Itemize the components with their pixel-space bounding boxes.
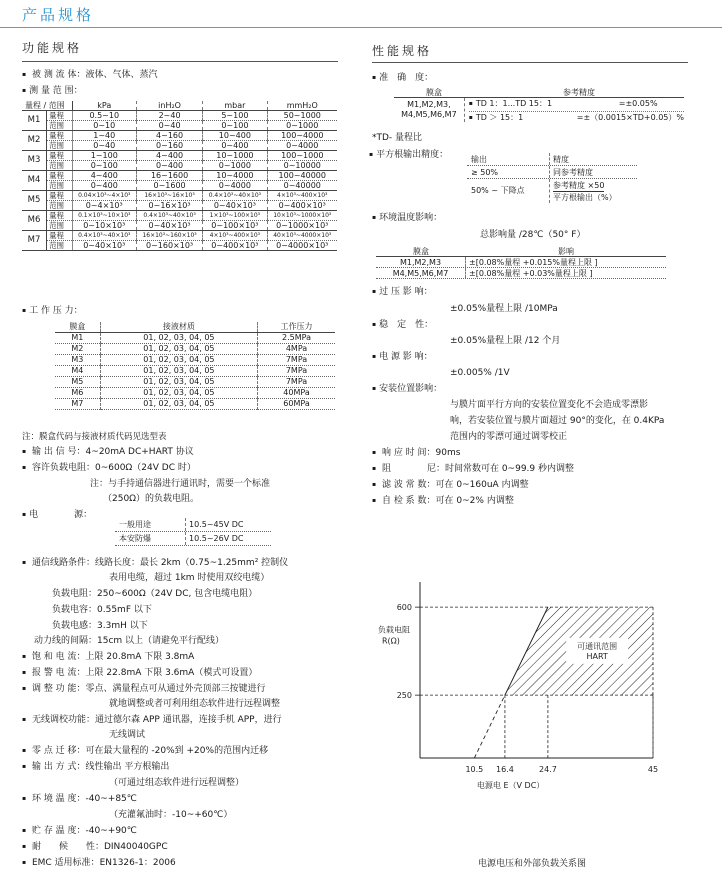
pressure-cell: 01, 02, 03, 04, 05 [100, 366, 257, 377]
response-time [372, 448, 460, 459]
sqrt-r2v: 同参考精度 [549, 166, 593, 178]
load-resistance [22, 463, 196, 474]
range-table-header [22, 101, 337, 111]
pressure-row [55, 399, 335, 410]
range-cell: 0~100×10³ [203, 221, 267, 231]
range-cell: 0~1000 [267, 121, 337, 131]
wireless-label: 无线调校功能： [31, 715, 95, 725]
range-row-label: 范围 [47, 161, 73, 171]
range-cell: 0~1600 [136, 181, 202, 191]
range-cell: 10~400 [203, 131, 267, 141]
mounting-label: ▪ 安装位置影响： [372, 384, 442, 395]
title-rule [0, 27, 722, 28]
output-mode-label: 输 出 方 式： [31, 762, 86, 772]
range-unit-3: mmH₂O [267, 101, 337, 111]
env-temp-a2: ±[0.08%量程 +0.015%量程上限 ] [469, 258, 598, 267]
sqrt-row-high [467, 166, 637, 179]
range-cell: 40×10³~4000×10³ [267, 231, 337, 241]
pressure-row [55, 344, 335, 355]
chart-xtick-10.5: 10.5 [465, 765, 484, 774]
fluid-value: 液体、气体、蒸汽 [85, 70, 158, 80]
range-cell: 0~400×10³ [203, 241, 267, 251]
pressure-cell: 7MPa [258, 366, 335, 377]
damping-label: 阻 尼： [381, 464, 445, 474]
range-cell: 100~4000 [267, 131, 337, 141]
range-row-m3-span [22, 151, 337, 161]
stability-label: ▪ 稳 定 性： [372, 320, 433, 331]
pressure-label: ▪ 工 作 压 力： [22, 306, 83, 317]
load-r-value: 250~600Ω（24V DC, 包含电缆电阻） [97, 589, 258, 599]
range-row-m1-span [22, 111, 337, 121]
accuracy-header-row [394, 87, 684, 98]
pressure-cell: M1 [55, 333, 100, 344]
td-note: *TD- 量程比 [372, 133, 423, 143]
range-row-label: 范围 [47, 201, 73, 211]
range-cell: 4~160 [136, 131, 202, 141]
performance-spec-title: 性能规格 [372, 44, 433, 58]
chart-xtick-45: 45 [647, 765, 659, 774]
range-cell: 4×10³~400×10³ [267, 191, 337, 201]
sqrt-r1v: 精度 [549, 153, 569, 165]
damping-value: 时间常数可在 0~99.9 秒内调整 [444, 464, 574, 474]
range-label: ▪ 测 量 范 围： [22, 86, 83, 97]
output-signal-label: 输 出 信 号： [31, 447, 86, 457]
range-model: M3 [22, 151, 47, 171]
range-cell: 0~400×10³ [267, 201, 337, 211]
sqrt-r3k: 50% ~ 下降点 [471, 186, 525, 195]
range-cell: 16×10³~160×10³ [136, 231, 202, 241]
line-condition [22, 558, 288, 569]
pressure-header-2: 工作压力 [258, 322, 335, 333]
range-row-label: 量程 [47, 171, 73, 181]
range-row-m6-span [22, 211, 337, 221]
pressure-cell: M7 [55, 399, 100, 410]
pressure-cell: 7MPa [258, 355, 335, 366]
power-row-general [115, 518, 271, 532]
range-model: M6 [22, 211, 47, 231]
range-table [22, 101, 337, 251]
mounting-line-2: 响，若安装位置与膜片面超过 90°的变化，在 0.4KPa [450, 416, 665, 426]
range-cell: 0~400 [136, 161, 202, 171]
range-cell: 0~400 [72, 181, 136, 191]
range-cell: 0~40×10³ [203, 201, 267, 211]
range-corner: 量程 / 范围 [22, 101, 72, 111]
chart-ytick-250: 250 [396, 691, 412, 701]
overpressure-value: ±0.05%量程上限 /10MPa [450, 304, 558, 314]
range-row-label: 量程 [47, 231, 73, 241]
ambient-value: -40~+85℃ [85, 794, 137, 804]
load-note-1: 注：与手持通信器进行通讯时，需要一个标准 [90, 479, 271, 489]
line-condition-value: 线路长度：最长 2km（0.75~1.25mm² 控制仪 [94, 558, 289, 568]
range-row-label: 量程 [47, 131, 73, 141]
fluid-spec [22, 70, 158, 81]
sqrt-r3v1: 参考精度 ×50 [553, 181, 605, 190]
output-mode [22, 762, 169, 773]
range-row-m5-range [22, 201, 337, 211]
spacing-value: 15cm 以上（请避免平行配线） [97, 636, 225, 646]
storage-value: -40~+90℃ [85, 826, 137, 836]
power-label: ▪ 电 源： [22, 510, 92, 521]
env-temp-row-a [376, 257, 666, 268]
range-row-m7-span [22, 231, 337, 241]
ambient-value-2: （充灌氟油时：-10~+60℃） [109, 810, 233, 820]
accuracy-table [394, 87, 684, 122]
range-cell: 16×10³~16×10³ [136, 191, 202, 201]
range-cell: 100~1000 [267, 151, 337, 161]
filter-constant [372, 480, 529, 491]
range-cell: 50~1000 [267, 111, 337, 121]
range-row-label: 量程 [47, 191, 73, 201]
range-cell: 0~160×10³ [136, 241, 202, 251]
stability-value: ±0.05%量程上限 /12 个月 [450, 336, 561, 346]
pressure-cell: 60MPa [258, 399, 335, 410]
range-cell: 1×10³~100×10³ [203, 211, 267, 221]
load-l-label: 负载电感： [52, 621, 98, 631]
range-cell: 0~40000 [267, 181, 337, 191]
range-row-m2-span [22, 131, 337, 141]
range-cell: 0~40 [72, 141, 136, 151]
pressure-cell: 4MPa [258, 344, 335, 355]
sqrt-accuracy-label: ▪ 平方根输出精度： [369, 150, 448, 161]
range-cell: 1~40 [72, 131, 136, 141]
env-temp-h2: 影响 [558, 247, 574, 256]
env-temp-row-b [376, 268, 666, 279]
range-cell: 0.4×10³~40×10³ [203, 191, 267, 201]
chart-xlabel: 电源电 E（V DC） [476, 781, 545, 790]
power-general-label: 一般用途 [119, 520, 151, 529]
pressure-row [55, 333, 335, 344]
range-cell: 0~4×10³ [72, 201, 136, 211]
env-temp-sub: 总影响量 /28℃（50° F） [480, 230, 586, 240]
pressure-cell: 7MPa [258, 377, 335, 388]
power-line-spacing [34, 636, 224, 647]
range-cell: 1~100 [72, 151, 136, 161]
accuracy-r2b: =±（0.0015×TD+0.05）% [576, 113, 684, 122]
spacing-label: 动力线的间隔： [34, 636, 98, 646]
chart-title: 电源电压和外部负载关系图 [478, 859, 587, 869]
chart-region-label-2: HART [586, 651, 608, 661]
zero-shift [22, 746, 268, 757]
output-mode-value: 线性输出 平方根输出 [85, 762, 170, 772]
pressure-header-0: 膜盒 [55, 322, 100, 333]
page-title: 产品规格 [22, 6, 95, 24]
accuracy-body [394, 98, 684, 122]
range-cell: 0~10 [72, 121, 136, 131]
alarm-label: 报 警 电 流： [31, 668, 86, 678]
zero-shift-value: 可在最大量程的 -20%到 +20%的范围内迁移 [85, 746, 269, 756]
power-row-intrinsic [115, 532, 271, 546]
pressure-cell: 01, 02, 03, 04, 05 [100, 355, 257, 366]
range-cell: 0~10×10³ [72, 221, 136, 231]
load-resistance-value: 0~600Ω（24V DC 时） [94, 463, 196, 473]
wireless-value: 通过德尔森 APP 通讯器，连接手机 APP，进行 [94, 715, 282, 725]
adjust-label: 调 整 功 能： [31, 684, 86, 694]
ambient-temp [22, 794, 137, 805]
range-cell: 0.04×10³~4×10³ [72, 191, 136, 201]
mounting-line-1: 与膜片面平行方向的安装位置变化不会造成零漂影 [450, 400, 649, 410]
range-cell: 0~10000 [267, 161, 337, 171]
functional-spec-rule [22, 61, 338, 62]
pressure-row [55, 377, 335, 388]
load-r [52, 589, 257, 600]
range-cell: 0.4×10³~40×10³ [136, 211, 202, 221]
pressure-cell: 01, 02, 03, 04, 05 [100, 377, 257, 388]
accuracy-label: ▪ 准 确 度： [372, 73, 433, 84]
range-cell: 0~4000×10³ [267, 241, 337, 251]
self-check-value: 可在 0~2% 内调整 [435, 496, 514, 506]
range-cell: 2~40 [136, 111, 202, 121]
durability-label: 耐 候 性： [31, 842, 104, 852]
range-cell: 0~40 [136, 121, 202, 131]
alarm-current [22, 668, 257, 679]
range-cell: 0~40×10³ [136, 221, 202, 231]
range-cell: 4~400 [72, 171, 136, 181]
pressure-cell: M2 [55, 344, 100, 355]
accuracy-h1: 膜盒 [426, 88, 442, 97]
chart-ylabel-2: R(Ω) [382, 636, 400, 646]
sqrt-r1k: 输出 [471, 155, 487, 164]
range-cell: 0~4000 [203, 181, 267, 191]
range-row-label: 量程 [47, 111, 73, 121]
adjust-value: 零点、满量程点可从通过外壳顶部三按键进行 [85, 684, 266, 694]
power-table [115, 518, 271, 546]
pressure-cell: M4 [55, 366, 100, 377]
chart-ytick-600: 600 [396, 603, 412, 613]
range-cell: 0~100 [72, 161, 136, 171]
range-cell: 4~400 [136, 151, 202, 161]
range-cell: 0~100 [203, 121, 267, 131]
pressure-cell: 01, 02, 03, 04, 05 [100, 333, 257, 344]
env-temp-table [376, 246, 666, 279]
range-row-label: 范围 [47, 181, 73, 191]
fluid-label: 被 测 流 体： [31, 70, 86, 80]
pressure-cell: M6 [55, 388, 100, 399]
range-row-m7-range [22, 241, 337, 251]
emc-standard [22, 858, 176, 869]
env-temp-a1: M1,M2,M3 [376, 257, 466, 267]
range-model: M7 [22, 231, 47, 251]
range-row-m1-range [22, 121, 337, 131]
pressure-table-header [55, 322, 335, 333]
pressure-cell: 01, 02, 03, 04, 05 [100, 344, 257, 355]
sqrt-r3v [549, 179, 617, 203]
ambient-label: 环 境 温 度： [31, 794, 86, 804]
accuracy-r2a: ▪ TD ＞ 15：1 [469, 112, 577, 125]
range-cell: 10~4000 [203, 171, 267, 181]
range-model: M1 [22, 111, 47, 131]
saturation-label: 饱 和 电 流： [31, 652, 86, 662]
range-model: M2 [22, 131, 47, 151]
durability [22, 842, 168, 853]
range-unit-1: inH₂O [136, 101, 202, 111]
accuracy-row-1 [469, 98, 684, 112]
chart-ylabel-1: 负载电阻 [378, 625, 410, 635]
range-row-m5-span [22, 191, 337, 201]
accuracy-r1b: =±0.05% [618, 99, 658, 108]
filter-label: 滤 波 常 数： [381, 480, 436, 490]
sqrt-row-header [467, 153, 637, 166]
range-row-label: 范围 [47, 221, 73, 231]
saturation-value: 上限 20.8mA 下限 3.8mA [85, 652, 195, 662]
range-cell: 100~40000 [267, 171, 337, 181]
env-temp-header [376, 246, 666, 257]
power-intrinsic-value: 10.5~26V DC [185, 532, 243, 545]
material-note: 注：膜盒代码与接液材质代码见选型表 [22, 432, 167, 442]
load-chart [370, 570, 700, 850]
load-c-label: 负载电容： [52, 605, 98, 615]
line-condition-value-2: 表用电缆，超过 1km 时使用双绞电缆） [109, 573, 270, 583]
range-cell: 0~400 [203, 141, 267, 151]
sqrt-r3v2: 平方根输出（%） [553, 193, 617, 202]
self-check-label: 自 检 系 数： [381, 496, 436, 506]
pressure-cell: M5 [55, 377, 100, 388]
load-c [52, 605, 152, 616]
range-row-label: 范围 [47, 121, 73, 131]
range-cell: 4×10³~400×10³ [203, 231, 267, 241]
chart-boundary-dashed [474, 695, 505, 758]
alarm-value: 上限 22.8mA 下限 3.6mA（模式可设置） [85, 668, 258, 678]
adjust-function [22, 684, 266, 695]
range-unit-2: mbar [203, 101, 267, 111]
storage-temp [22, 826, 137, 837]
sqrt-r2k: ≥ 50% [471, 168, 499, 177]
load-r-label: 负载电阻： [52, 589, 98, 599]
chart-region-label-1: 可通讯范围 [577, 641, 618, 651]
accuracy-models [394, 98, 465, 122]
wireless-function [22, 715, 282, 726]
accuracy-row-2 [469, 112, 684, 125]
load-note-2: （250Ω）的负载电阻。 [103, 494, 200, 504]
zero-shift-label: 零 点 迁 移： [31, 746, 86, 756]
range-cell: 0.5~10 [72, 111, 136, 121]
sqrt-accuracy-table [467, 153, 637, 203]
durability-value: DIN40040GPC [103, 842, 168, 852]
accuracy-r1a: ▪ TD 1：1...TD 15：1 [469, 98, 619, 111]
range-model: M4 [22, 171, 47, 191]
overpressure-label: ▪ 过 压 影 响： [372, 287, 433, 298]
power-general-value: 10.5~45V DC [185, 518, 243, 531]
load-c-value: 0.55mF 以下 [97, 605, 152, 615]
pressure-cell: 40MPa [258, 388, 335, 399]
adjust-value-2: 就地调整或者可利用组态软件进行远程调整 [109, 699, 281, 709]
performance-spec-rule [372, 62, 688, 63]
range-cell: 0~40×10³ [72, 241, 136, 251]
power-intrinsic-label: 本安防爆 [119, 534, 151, 543]
range-cell: 0~1000×10³ [267, 221, 337, 231]
range-row-m3-range [22, 161, 337, 171]
output-signal-value: 4~20mA DC+HART 协议 [85, 447, 194, 457]
range-cell: 0~160 [136, 141, 202, 151]
pressure-cell: 2.5MPa [258, 333, 335, 344]
env-temp-b1: M4,M5,M6,M7 [376, 268, 466, 278]
pressure-row [55, 366, 335, 377]
mounting-line-3: 范围内的零漂可通过调零校正 [450, 432, 568, 442]
filter-value: 可在 0~160uA 内调整 [435, 480, 529, 490]
range-row-label: 量程 [47, 211, 73, 221]
output-mode-value-2: （可通过组态软件进行远程调整） [109, 778, 245, 788]
range-cell: 0~4000 [267, 141, 337, 151]
env-temp-b2: ±[0.08%量程 +0.03%量程上限 ] [469, 269, 593, 278]
power-effect-label: ▪ 电 源 影 响： [372, 352, 433, 363]
pressure-cell: 01, 02, 03, 04, 05 [100, 388, 257, 399]
saturation-current [22, 652, 194, 663]
env-temp-h1: 膜盒 [413, 247, 429, 256]
functional-spec-title: 功能规格 [22, 41, 83, 55]
pressure-row [55, 388, 335, 399]
range-cell: 16~1600 [136, 171, 202, 181]
load-resistance-label: 容许负载电阻： [31, 463, 95, 473]
emc-label: EMC 适用标准： [31, 858, 100, 868]
range-cell: 10×10³~1000×10³ [267, 211, 337, 221]
load-l [52, 621, 148, 632]
range-row-label: 范围 [47, 241, 73, 251]
damping [372, 464, 574, 475]
storage-label: 贮 存 温 度： [31, 826, 86, 836]
pressure-table [55, 322, 335, 410]
pressure-cell: 01, 02, 03, 04, 05 [100, 399, 257, 410]
env-temp-label: ▪ 环境温度影响： [372, 213, 442, 224]
range-cell: 10~1000 [203, 151, 267, 161]
range-cell: 0~16×10³ [136, 201, 202, 211]
range-row-label: 量程 [47, 151, 73, 161]
output-signal [22, 447, 194, 458]
pressure-row [55, 355, 335, 366]
accuracy-h2: 参考精度 [563, 88, 595, 97]
load-l-value: 3.3mH 以下 [97, 621, 148, 631]
range-row-label: 范围 [47, 141, 73, 151]
wireless-value-2: 无线调试 [109, 730, 146, 740]
emc-value: EN1326-1：2006 [99, 858, 176, 868]
range-cell: 0.1×10³~10×10³ [72, 211, 136, 221]
response-label: 响 应 时 间： [381, 448, 436, 458]
range-model: M5 [22, 191, 47, 211]
sqrt-row-low [467, 179, 637, 203]
range-row-m2-range [22, 141, 337, 151]
range-unit-0: kPa [72, 101, 136, 111]
range-cell: 0~1000 [203, 161, 267, 171]
range-row-m4-span [22, 171, 337, 181]
chart-xtick-16.4: 16.4 [496, 765, 514, 774]
response-value: 90ms [435, 448, 461, 458]
pressure-cell: M3 [55, 355, 100, 366]
chart-xtick-24.7: 24.7 [538, 765, 557, 774]
pressure-header-1: 接液材质 [100, 322, 257, 333]
range-cell: 0.4×10³~40×10³ [72, 231, 136, 241]
self-check [372, 496, 514, 507]
power-effect-value: ±0.005% /1V [450, 368, 510, 378]
accuracy-m1: M1,M2,M3, [407, 100, 451, 109]
accuracy-values [465, 98, 684, 122]
accuracy-m2: M4,M5,M6,M7 [401, 110, 457, 119]
range-row-m6-range [22, 221, 337, 231]
range-cell: 5~100 [203, 111, 267, 121]
range-row-m4-range [22, 181, 337, 191]
line-condition-label: 通信线路条件： [31, 558, 95, 568]
